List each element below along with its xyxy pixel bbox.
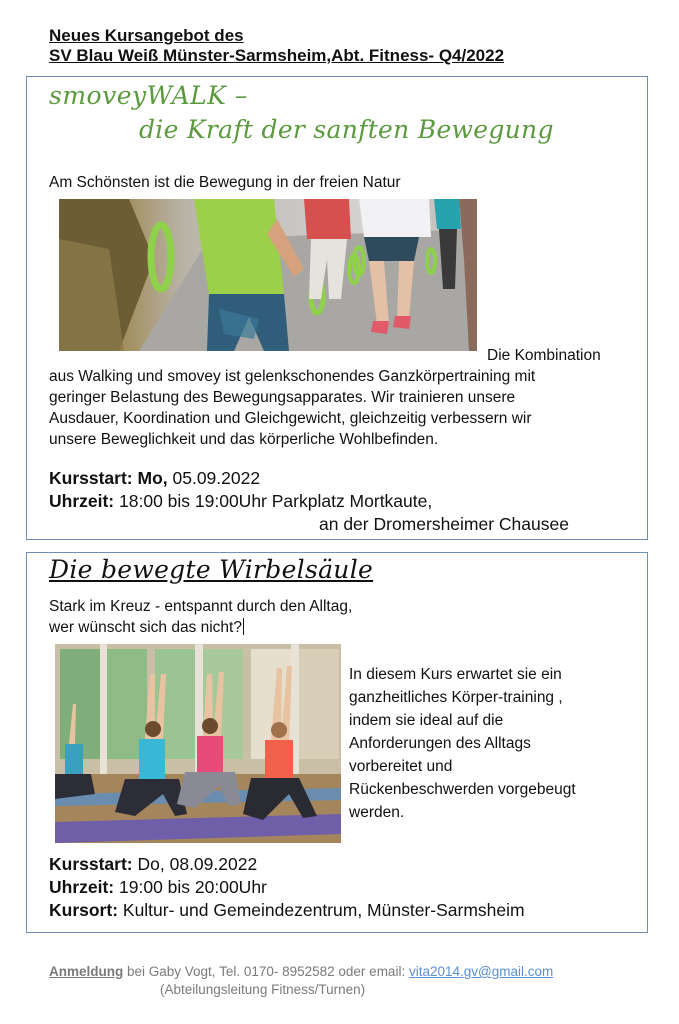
course2-place-value: Kultur- und Gemeindezentrum, Münster-Sarmsheim xyxy=(118,900,525,920)
course1-start-label: Kursstart: Mo, xyxy=(49,468,168,488)
course2-start xyxy=(49,853,257,875)
course1-start-value: 05.09.2022 xyxy=(167,468,261,488)
contact-text: bei Gaby Vogt, Tel. 0170- 8952582 oder email: xyxy=(123,964,409,979)
course2-intro-line2 xyxy=(49,617,244,638)
course1-title-line2: die Kraft der sanften Bewegung xyxy=(139,115,554,144)
yoga-image xyxy=(55,644,341,843)
footer-role: (Abteilungsleitung Fitness/Turnen) xyxy=(160,982,366,997)
course2-time-value: 19:00 bis 20:00Uhr xyxy=(114,877,267,897)
course1-time-label: Uhrzeit: xyxy=(49,491,115,511)
course2-description-line: Rückenbeschwerden vorgebeugt xyxy=(349,781,576,798)
course1-start xyxy=(49,467,260,489)
course2-intro-line2-text: wer wünscht sich das nicht? xyxy=(49,619,242,636)
course2-description-line: vorbereitet und xyxy=(349,758,453,775)
walking-illustration xyxy=(59,199,477,351)
email-link[interactable]: vita2014.gv@gmail.com xyxy=(408,964,554,979)
course2-description-line: In diesem Kurs erwartet sie ein xyxy=(349,666,562,683)
walking-image xyxy=(59,199,477,351)
course2-time-label: Uhrzeit: xyxy=(49,877,115,897)
header-line-1: Neues Kursangebot des xyxy=(49,26,244,45)
course2-description-line: indem sie ideal auf die xyxy=(349,712,504,729)
course1-description-line: geringer Belastung des Bewegungsapparates. Wir trainieren unsere xyxy=(49,389,516,406)
course1-description-line: Ausdauer, Koordination und Gleichgewicht, gleichzeitig verbessern wir xyxy=(49,410,532,427)
course2-place xyxy=(49,899,525,921)
header-line-2: SV Blau Weiß Münster-Sarmsheim,Abt. Fitness- Q4/2022 xyxy=(49,46,505,65)
footer-contact-line xyxy=(49,963,553,981)
course1-description-line: aus Walking und smovey ist gelenkschonendes Ganzkörpertraining mit xyxy=(49,368,536,385)
page-header xyxy=(49,26,649,66)
course2-description-line: werden. xyxy=(349,804,405,821)
course1-intro: Am Schönsten ist die Bewegung in der freien Natur xyxy=(49,174,401,191)
course1-description-line: unsere Beweglichkeit und das körperliche Wohlbefinden. xyxy=(49,431,439,448)
course1-title-line1: smoveyWALK – xyxy=(49,81,248,110)
course-box-smoveywalk xyxy=(26,76,648,540)
course1-time-value: 18:00 bis 19:00Uhr Parkplatz Mortkaute, xyxy=(114,491,433,511)
course2-place-label: Kursort: xyxy=(49,900,119,920)
course1-location-line2: an der Dromersheimer Chausee xyxy=(319,514,569,534)
course1-time xyxy=(49,490,432,512)
course2-description-line: ganzheitliches Körper-training , xyxy=(349,689,563,706)
course2-start-value: Do, 08.09.2022 xyxy=(132,854,258,874)
text-cursor xyxy=(243,618,244,635)
course1-description-first: Die Kombination xyxy=(487,347,601,364)
yoga-illustration xyxy=(55,644,341,843)
course2-intro-line1: Stark im Kreuz - entspannt durch den Alltag, xyxy=(49,598,353,615)
anmeldung-label: Anmeldung xyxy=(49,964,124,979)
course2-start-label: Kursstart: xyxy=(49,854,133,874)
course2-time xyxy=(49,876,267,898)
course2-description-line: Anforderungen des Alltags xyxy=(349,735,531,752)
course2-title: Die bewegte Wirbelsäule xyxy=(49,555,374,584)
course-box-wirbelsaeule xyxy=(26,552,648,933)
